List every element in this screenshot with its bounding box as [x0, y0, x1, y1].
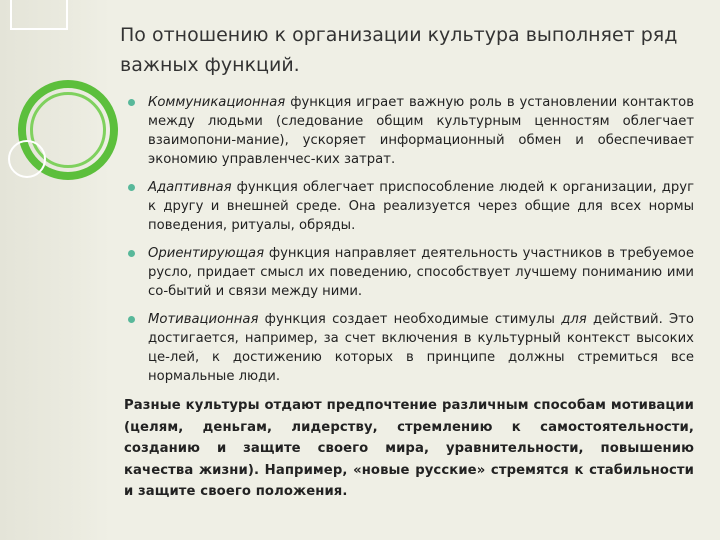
bullet-orienting [124, 244, 694, 301]
bullet-communication [124, 93, 694, 169]
bullet-term-inline: для [561, 312, 587, 327]
bullet-motivation [124, 310, 694, 386]
bullet-dot-icon [128, 184, 135, 191]
bullet-term: Мотивационная [148, 312, 259, 327]
bullet-dot-icon [128, 99, 135, 106]
decorative-small-ring [8, 140, 46, 178]
summary-paragraph: Разные культуры отдают предпочтение различным способам мотивации (целям, деньгам, лидерству, стремлению к самостоятельности, созданию и защите своего мира, уравнительности, повышению качества жизни). Например, «новые русские» стремятся к стабильности и защите своего положения. [124, 398, 694, 499]
bullet-dot-icon [128, 316, 135, 323]
bullet-adaptive [124, 178, 694, 235]
bullet-term: Адаптивная [148, 180, 232, 195]
bullet-text: функция облегчает приспособление людей к организации, друг к другу и внешней среде. Она реализуется через общие для всех нормы поведения, ритуалы, обряды. [148, 180, 694, 233]
bullet-term: Коммуникационная [148, 95, 286, 110]
slide-content [124, 93, 694, 503]
bullet-text: функция создает необходимые стимулы [258, 312, 562, 327]
decorative-square-outline [10, 0, 68, 30]
bullet-text: функция направляет деятельность участников в требуемое русло, придает смысл их поведению, способствует лучшему пониманию ими со-бытий и связи между ними. [148, 246, 694, 299]
slide-title: По отношению к организации культура выполняет ряд важных функций. [120, 24, 678, 76]
bullet-term: Ориентирующая [148, 246, 265, 261]
bullet-dot-icon [128, 250, 135, 257]
bullet-text: функция играет важную роль в установлении контактов между людьми (следование общим культурным ценностям облегчает взаимопони-мание), ускоряет информационный обмен и обеспечивает экономию управленчес-ких затрат. [148, 95, 694, 167]
bullet-text-continued: действий. Это достигается, например, за счет включения в культурный контекст высоких це-лей, к достижению которых в принципе должны стремиться все нормальные люди. [148, 312, 694, 384]
